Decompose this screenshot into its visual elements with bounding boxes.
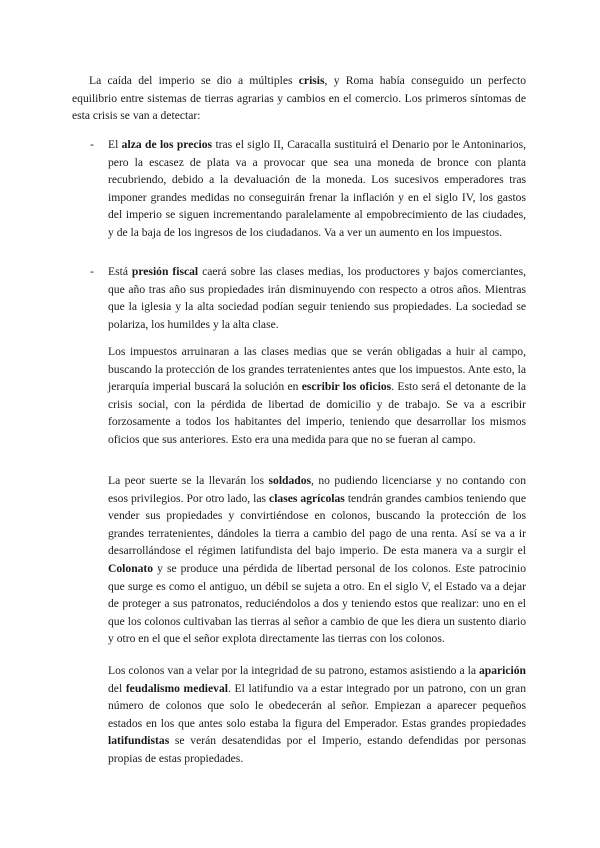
- p5-text-2: del: [108, 681, 126, 695]
- bullet2-text-1: Está: [108, 265, 132, 278]
- p5-text-3: . El latifundio va a estar integrado por un patrono, con un gran número de colonos que solo le obedecerán al señor. Empiezan a aparecer pequeños estados en los que antes solo estaba la figura del Emperador. Estas grandes propiedades: [108, 681, 526, 730]
- intro-paragraph: [72, 72, 526, 125]
- paragraph-soldados: [108, 472, 526, 648]
- p3-text-1: Los impuestos arruinaran a las clases medias que se verán obligadas a huir al campo, buscando la protección de los grandes terratenientes antes que los impuestos. Ante esto, la jerarquía imperial buscará la solución en: [108, 345, 526, 394]
- p3-text-2: . Esto será el detonante de la crisis social, con la pérdida de libertad de domicilio y de trabajo. Se va a escribir forzosamente a todos los habitantes del imperio, teniendo que desarrollar los mismos oficios que sus anteriores. Esto era una medida para que no se fueran al campo.: [108, 380, 526, 446]
- keyword-clases-agricolas: clases agrícolas: [269, 491, 345, 505]
- bullet1-text-2: tras el siglo II, Caracalla sustituirá el Denario por le Antoninarios, pero la escasez de plata va a provocar que sea una moneda de bronce con planta recubriendo, debido a la devaluación de la moneda. Los sucesivos emperadores tras imponer grandes medidas no conseguirán frenar la inflación y en el siglo IV, los gastos del imperio se siguen incrementando paralelamente al empobrecimiento de las ciudades, y de la baja de los ingresos de los ciudadanos. Va a ver un aumento en los impuestos.: [108, 138, 526, 239]
- bullet-paragraph-alza-precios: [108, 136, 526, 242]
- bullet-paragraph-presion-fiscal: [108, 263, 526, 333]
- bullet2-text-2: caerá sobre las clases medias, los productores y bajos comerciantes, que año tras año sus propiedades irán disminuyendo con respecto a otros años. Mientras que la iglesia y la alta sociedad podían seguir teniendo sus propiedades. La sociedad se polariza, los humildes y la alta clase.: [108, 265, 526, 331]
- keyword-feudalismo-medieval: feudalismo medieval: [125, 681, 228, 695]
- keyword-crisis: crisis: [298, 74, 325, 87]
- bullet1-text-1: El: [108, 138, 122, 151]
- keyword-soldados: soldados: [268, 474, 312, 487]
- p4-text-2: , no pudiendo licenciarse y no contando con esos privilegios. Por otro lado, las: [108, 474, 526, 505]
- paragraph-impuestos: [108, 343, 526, 449]
- keyword-colonato: Colonato: [108, 561, 154, 575]
- p4-text-4: y se produce una pérdida de libertad personal de los colonos. Este patrocinio que surge es como el antiguo, un débil se sujeta a otro. En el siglo V, el Estado va a dejar de proteger a sus patronatos, reduciéndolos a dos y teniendo estos que realizar: uno en el que los colonos cultivaban las tierras al señor a cambio de que les diera un sustento diario y otro en el que el señor explota directamente las tierras con los colonos.: [108, 561, 526, 646]
- p4-text-3: tendrán grandes cambios teniendo que vender sus propiedades y convirtiéndose en colonos, buscando la protección de los grandes terratenientes, dándoles la tierra a cambio del pago de una renta. Así se va a ir desarrollándose el régimen latifundista del bajo imperio. De esta manera va a surgir el: [108, 491, 526, 558]
- bullet-marker-2: -: [90, 265, 94, 278]
- p5-text-1: Los colonos van a velar por la integridad de su patrono, estamos asistiendo a la: [108, 664, 479, 677]
- p5-text-4: se verán desatendidas por el Imperio, estando defendidas por personas propias de estas propiedades.: [108, 734, 526, 765]
- keyword-presion-fiscal: presión fiscal: [131, 265, 199, 278]
- keyword-aparicion: aparición: [478, 664, 526, 677]
- keyword-latifundistas: latifundistas: [108, 734, 170, 748]
- intro-text-1: La caída del imperio se dio a múltiples: [89, 74, 299, 87]
- paragraph-colonos: [108, 662, 526, 768]
- keyword-escribir-oficios: escribir los oficios: [301, 380, 392, 394]
- bullet-marker-1: -: [90, 138, 94, 151]
- intro-text-2: , y Roma había conseguido un perfecto equilibrio entre sistemas de tierras agrarias y cambios en el comercio. Los primeros síntomas de esta crisis se van a detectar:: [72, 74, 526, 123]
- keyword-alza-precios: alza de los precios: [121, 138, 213, 151]
- p4-text-1: La peor suerte se la llevarán los: [108, 474, 269, 487]
